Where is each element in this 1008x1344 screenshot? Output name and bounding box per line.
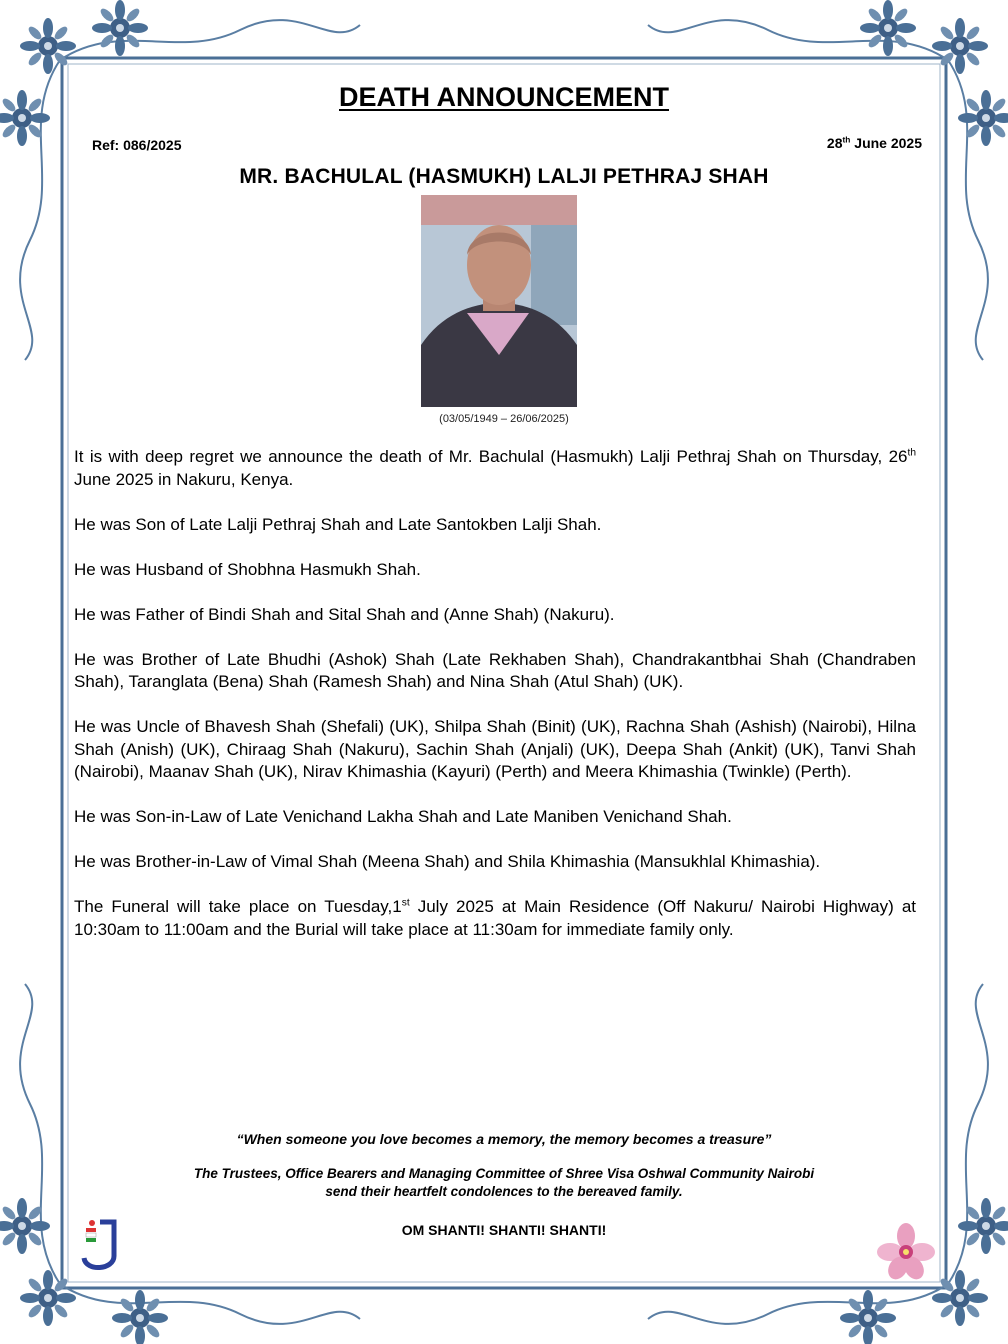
- paragraph-in-laws: He was Son-in-Law of Late Venichand Lakha Shah and Late Maniben Venichand Shah.: [74, 807, 732, 826]
- reference-number: Ref: 086/2025: [92, 137, 182, 153]
- paragraph-funeral-details: The Funeral will take place on Tuesday,1st July 2025 at Main Residence (Off Nakuru/ Nairobi Highway) at 10:30am to 11:00am and the Burial will take place at 11:30am for immediate family only.: [74, 897, 916, 939]
- life-dates: (03/05/1949 – 26/06/2025): [439, 413, 569, 425]
- paragraph-brothers-in-law: He was Brother-in-Law of Vimal Shah (Meena Shah) and Shila Khimashia (Mansukhlal Khimashia).: [74, 852, 821, 871]
- announcement-body: [74, 446, 916, 964]
- page-title: DEATH ANNOUNCEMENT: [339, 82, 669, 112]
- memorial-quote: “When someone you love becomes a memory, the memory becomes a treasure”: [236, 1131, 772, 1147]
- paragraph-spouse: He was Husband of Shobhna Hasmukh Shah.: [74, 559, 421, 579]
- community-logo-icon: [80, 1218, 120, 1274]
- paragraph-children: He was Father of Bindi Shah and Sital Shah and (Anne Shah) (Nakuru).: [74, 604, 615, 624]
- orchid-flower-icon: [876, 1222, 936, 1282]
- announcement-date: 28th June 2025: [826, 134, 922, 151]
- portrait-photo: [421, 195, 577, 407]
- closing-prayer: OM SHANTI! SHANTI! SHANTI!: [401, 1222, 607, 1238]
- paragraph-siblings: He was Brother of Late Bhudhi (Ashok) Shah (Late Rekhaben Shah), Chandrakantbhai Shah (Chandraben Shah), Taranglata (Bena) Shah (Ramesh Shah) and Nina Shah (Atul Shah) (UK).: [74, 649, 916, 691]
- condolence-message: The Trustees, Office Bearers and Managing Committee of Shree Visa Oshwal Community Nairobi send their heartfelt condolences to the bereaved family.: [193, 1166, 815, 1199]
- paragraph-nephews-nieces: He was Uncle of Bhavesh Shah (Shefali) (UK), Shilpa Shah (Binit) (UK), Rachna Shah (Ashish) (Nairobi), Hilna Shah (Anish) (UK), Chiraag Shah (Nakuru), Sachin Shah (Anjali) (UK), Deepa Shah (Ankit) (UK), Tanvi Shah (Nairobi), Maanav Shah (UK), Nirav Khimashia (Kayuri) (Perth) and Meera Khimashia (Twinkle) (Perth).: [74, 717, 916, 781]
- deceased-name: MR. BACHULAL (HASMUKH) LALJI PETHRAJ SHAH: [239, 165, 769, 188]
- paragraph-death-notice: It is with deep regret we announce the death of Mr. Bachulal (Hasmukh) Lalji Pethraj Shah on Thursday, 26th June 2025 in Nakuru, Kenya.: [74, 447, 916, 489]
- paragraph-parents: He was Son of Late Lalji Pethraj Shah and Late Santokben Lalji Shah.: [74, 514, 602, 534]
